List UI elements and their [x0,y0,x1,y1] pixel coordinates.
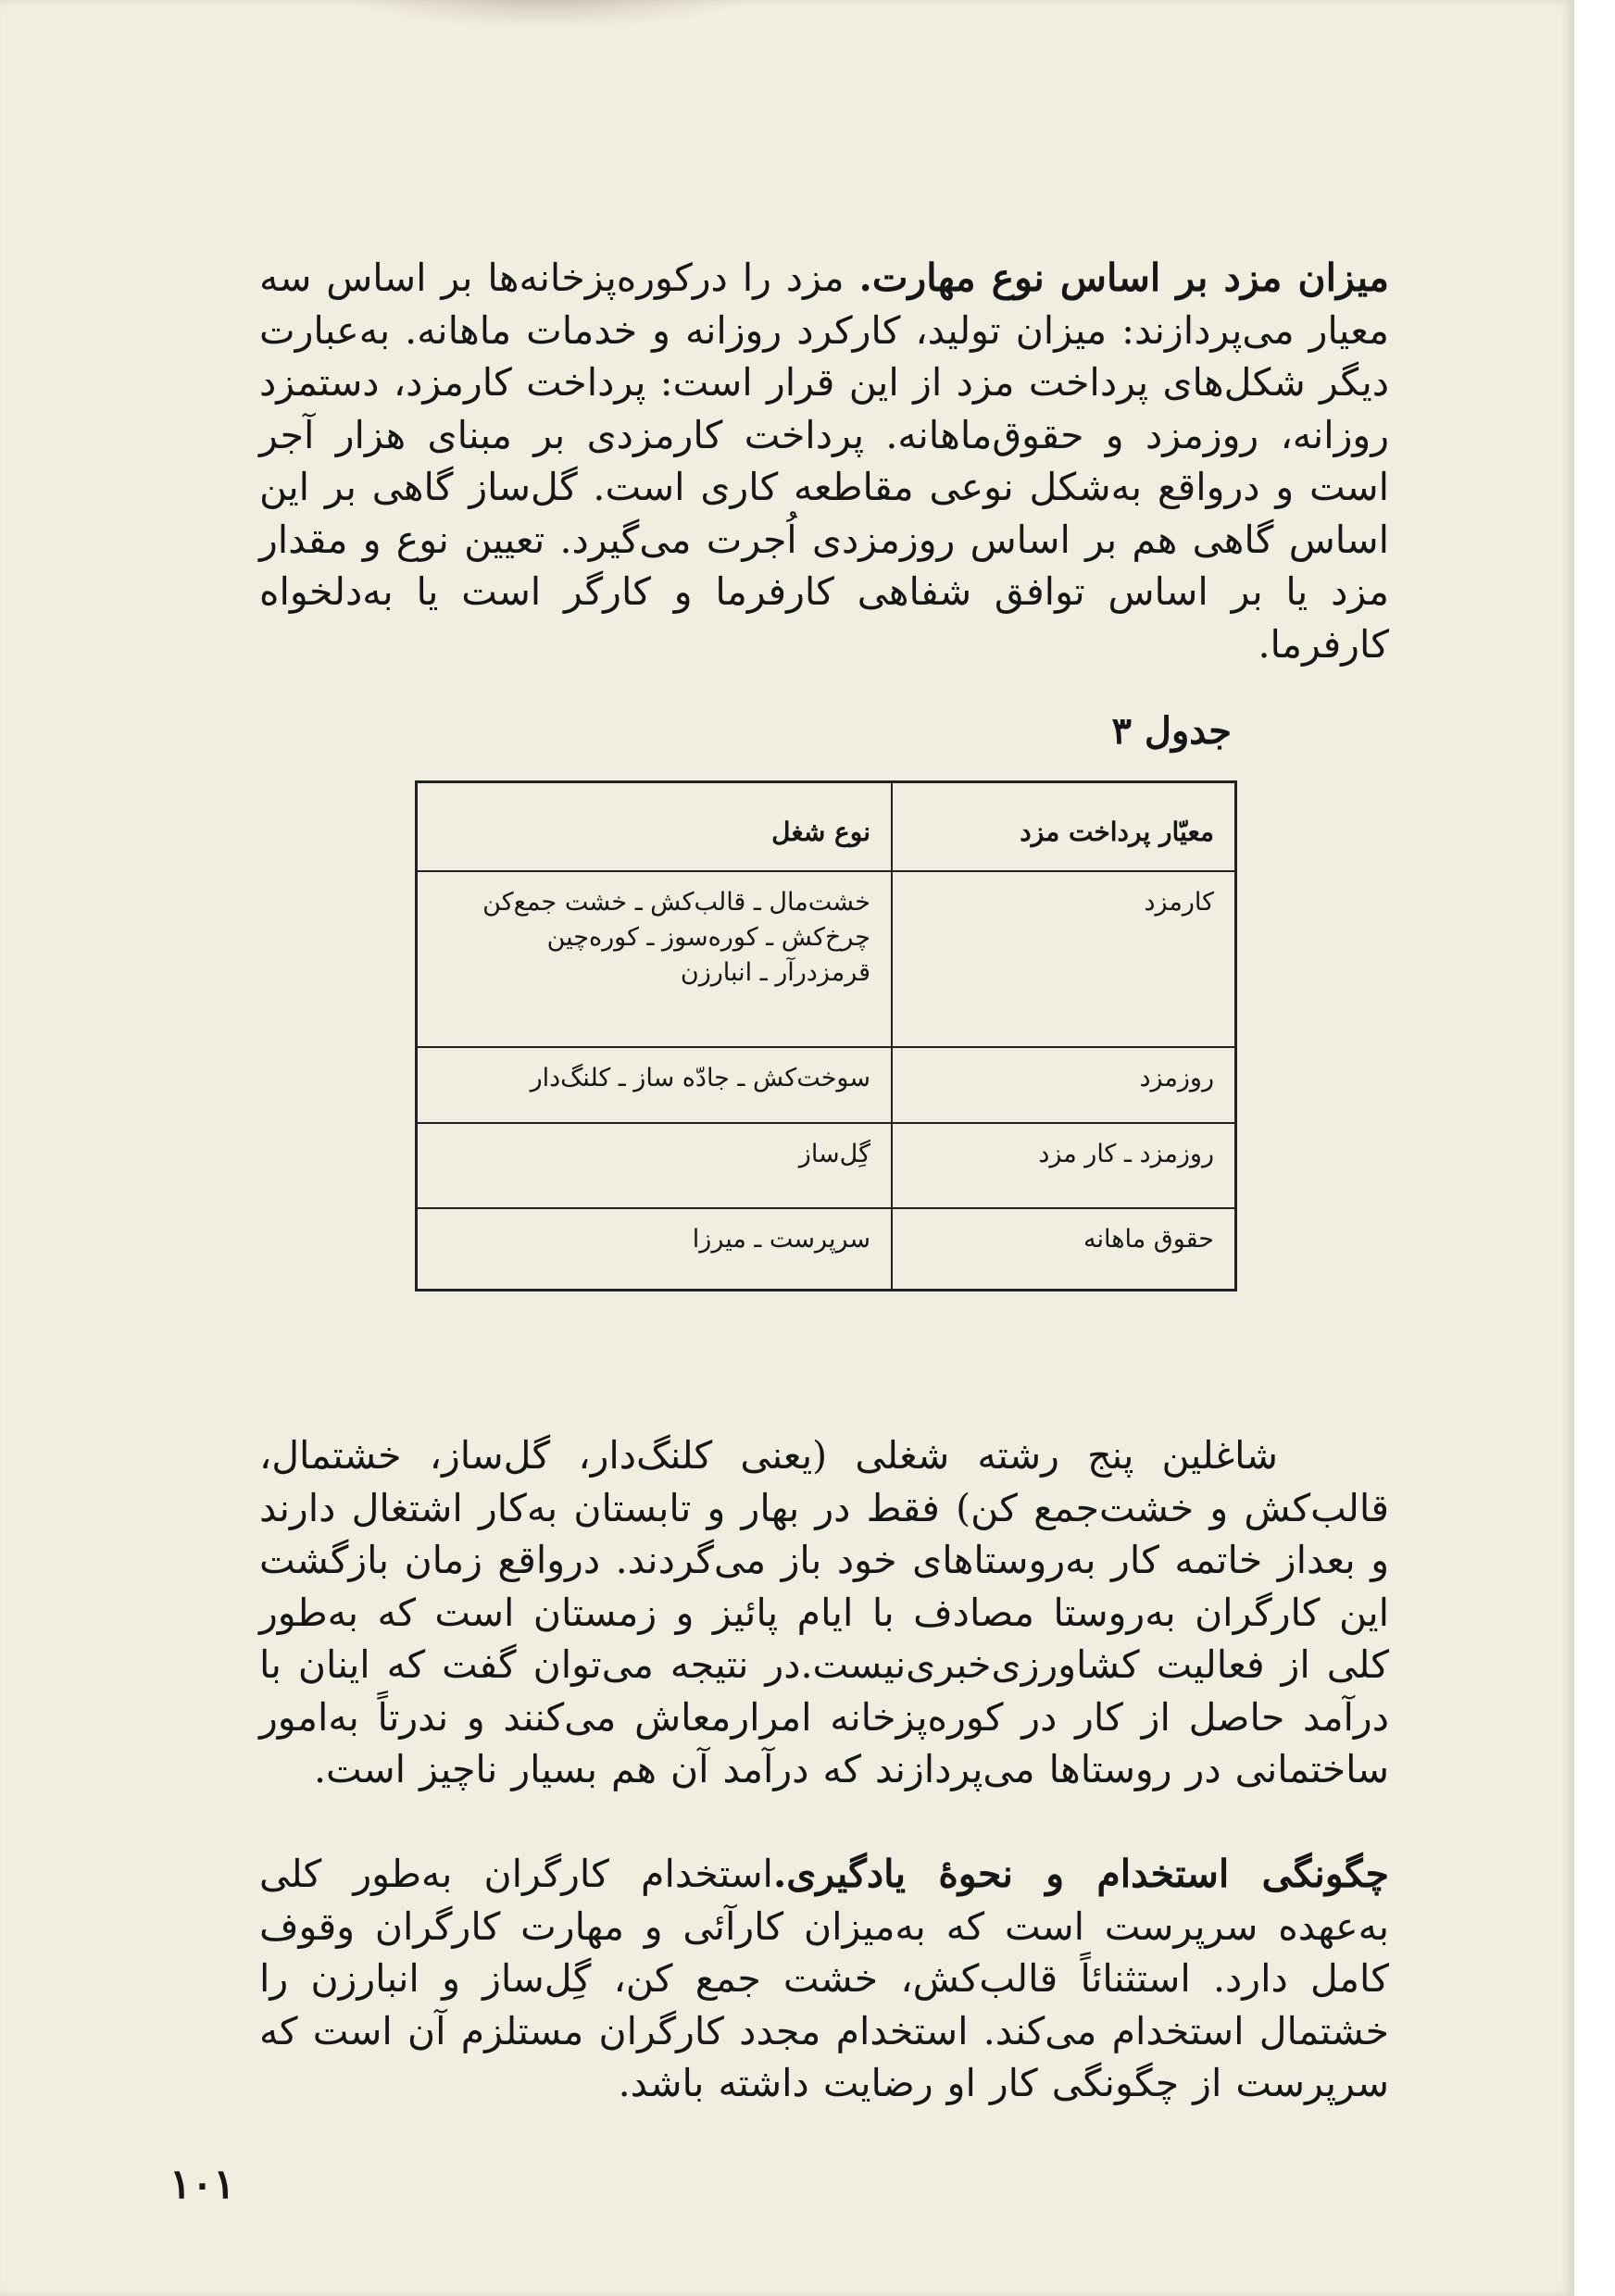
table-row [417,1208,1236,1290]
paragraph-body: مزد را درکوره‌پزخانه‌ها بر اساس سه معیار می‌پردازند: میزان تولید، کارکرد روزانه و خدمات ماهانه. به‌عبارت دیگر شکل‌های پرداخت مزد از این قرار است: پرداخت کارمزد، دستمزد روزانه، روزمزد و حقوق‌ماهانه. پرداخت کارمزدی بر مبنای هزار آجر است و درواقع به‌شکل نوعی مقاطعه کاری است. گل‌ساز گاهی بر این اساس گاهی هم بر اساس روزمزدی اُجرت می‌گیرد. تعیین نوع و مقدار مزد یا بر اساس توافق شفاهی کارفرما و کارگر است یا به‌دلخواه کارفرما. [259,256,1389,667]
page-number: ۱۰۱ [169,2161,235,2208]
paragraph-hiring [259,1848,1389,2110]
job-line: خشت‌مال ـ قالب‌کش ـ خشت جمع‌کن [482,888,870,917]
table-row [417,871,1236,1047]
paragraph-text [259,1848,1389,2110]
cell-basis: حقوق ماهانه [892,1208,1236,1290]
column-header-basis: معیّار پرداخت مزد [892,782,1236,872]
table-caption: جدول ۳ [1111,709,1232,753]
job-line: سرپرست ـ میرزا [692,1225,870,1254]
paragraph-seasonal-workers [259,1429,1389,1796]
cell-job [417,1047,893,1123]
cell-basis: روزمزد ـ کار مزد [892,1123,1236,1208]
paragraph-text: شاغلین پنج رشته شغلی (یعنی کلنگ‌دار، گل‌ساز، خشتمال، قالب‌کش و خشت‌جمع کن) فقط در بهار و تابستان به‌کار اشتغال دارند و بعداز خاتمه کار به‌روستاهای خود باز می‌گردند. درواقع زمان بازگشت این کارگران به‌روستا مصادف با ایام پائیز و زمستان است که به‌طور کلی از فعالیت کشاورزی‌خبری‌نیست.در نتیجه می‌توان گفت که اینان با درآمد حاصل از کار در کوره‌پزخانه امرارمعاش می‌کنند و ندرتاً به‌امور ساختمانی در روستاها می‌پردازند که درآمد آن هم بسیار ناچیز است. [259,1433,1389,1791]
cell-basis: کارمزد [892,871,1236,1047]
paragraph-heading: میزان مزد بر اساس نوع مهارت. [858,256,1389,300]
cell-basis: روزمزد [892,1047,1236,1123]
table-header-row [417,782,1236,872]
cell-job [417,871,893,1047]
column-header-job: نوع شغل [417,782,893,872]
paragraph-heading: چگونگی استخدام و نحوهٔ یادگیری. [772,1852,1389,1896]
job-line: گِل‌ساز [798,1140,870,1168]
scan-shadow [352,0,741,28]
job-line: سوخت‌کش ـ جادّه ساز ـ کلنگ‌دار [530,1064,870,1092]
job-line: چرخ‌کش ـ کوره‌سوز ـ کوره‌چین [546,923,870,952]
wage-table [415,780,1237,1292]
paragraph-text [259,252,1389,670]
cell-job [417,1208,893,1290]
paragraph-body: استخدام کارگران به‌طور کلی به‌عهده سرپرست است که به‌میزان کارآئی و مهارت کارگران وقوف کامل دارد. استثنائاً قالب‌کش، خشت جمع کن، گِل‌ساز و انبارزن را خشتمال استخدام می‌کند. استخدام مجدد کارگران مستلزم آن است که سرپرست از چگونگی کار او رضایت داشته باشد. [259,1852,1389,2105]
table-row [417,1123,1236,1208]
table-row [417,1047,1236,1123]
cell-job [417,1123,893,1208]
paragraph-wage-by-skill [259,252,1389,670]
job-line: قرمزدرآر ـ انبارزن [680,958,870,987]
